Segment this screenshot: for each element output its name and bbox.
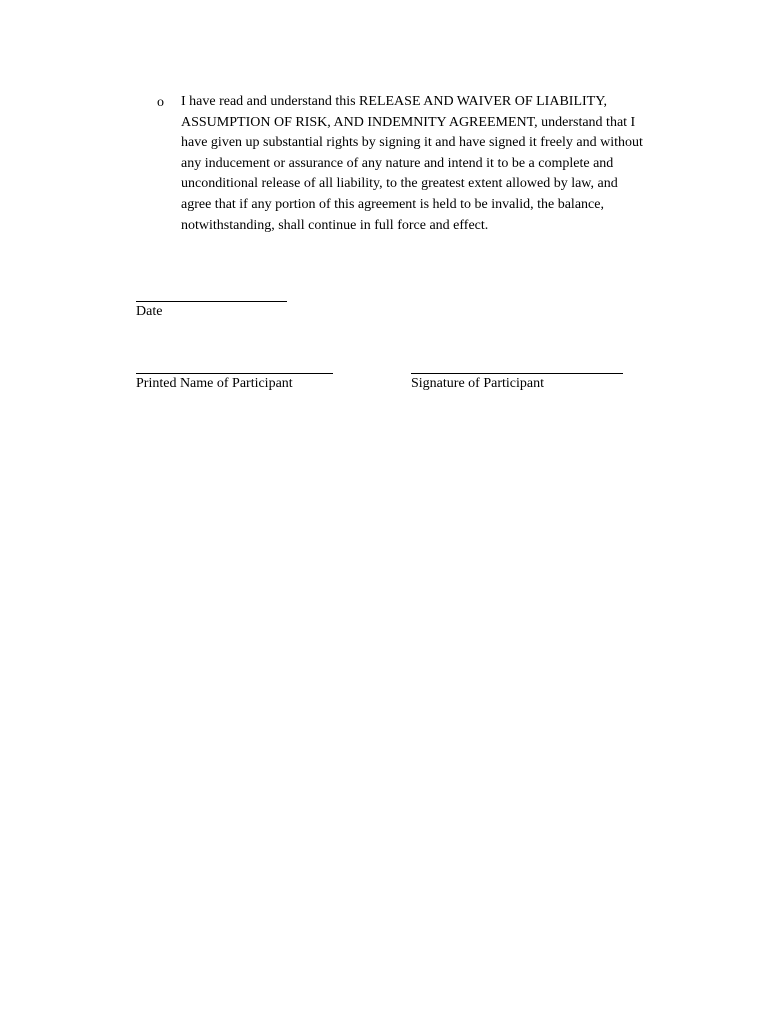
paragraph-line: ASSUMPTION OF RISK, AND INDEMNITY AGREEMENT, understand that I — [181, 114, 636, 130]
paragraph-line: unconditional release of all liability, to the greatest extent allowed by law, and — [181, 176, 618, 192]
bullet-marker: o — [157, 95, 164, 110]
printed-name-label: Printed Name of Participant — [136, 376, 293, 391]
paragraph-line: I have read and understand this RELEASE AND WAIVER OF LIABILITY, — [181, 94, 608, 109]
paragraph-line: any inducement or assurance of any nature and intend it to be a complete and — [181, 155, 614, 171]
date-label: Date — [136, 304, 163, 319]
printed-name-signature-line[interactable] — [136, 373, 333, 374]
paragraph-line: have given up substantial rights by signing it and have signed it freely and without — [181, 135, 643, 151]
paragraph-line: notwithstanding, shall continue in full force and effect. — [181, 217, 489, 233]
date-signature-line[interactable] — [136, 301, 287, 302]
acknowledgement-paragraph — [181, 92, 691, 236]
participant-signature-line[interactable] — [411, 373, 623, 374]
signature-label: Signature of Participant — [411, 376, 544, 391]
paragraph-line: agree that if any portion of this agreement is held to be invalid, the balance, — [181, 196, 604, 212]
